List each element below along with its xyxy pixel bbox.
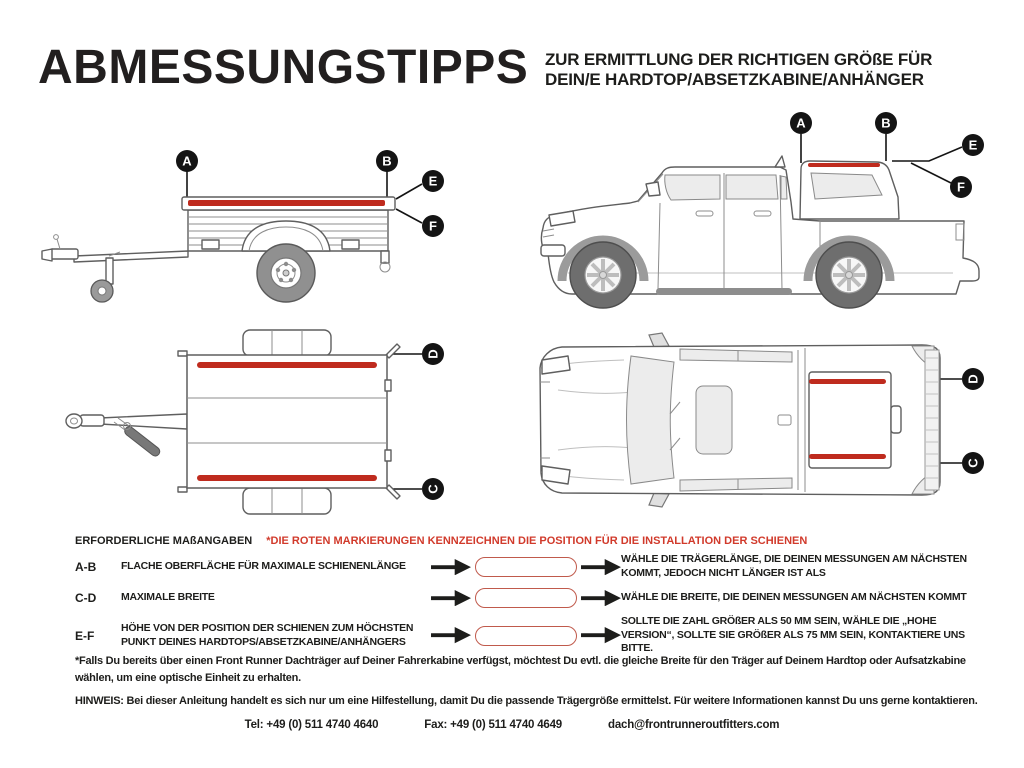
subtitle-line-2: DEIN/E HARDTOP/ABSETZKABINE/ANHÄNGER: [545, 70, 924, 90]
page-title: ABMESSUNGSTIPPS: [38, 41, 529, 94]
svg-text:C: C: [425, 484, 441, 494]
truck-side-diagram: [528, 103, 1003, 318]
svg-text:C: C: [965, 458, 981, 468]
page-subtitle: [545, 50, 975, 91]
requirements-heading: ERFORDERLICHE MAßANGABEN: [75, 535, 253, 547]
svg-text:B: B: [881, 115, 891, 131]
marker-f: [422, 215, 444, 237]
hinweis-note: HINWEIS: Bei dieser Anleitung handelt es sich nur um eine Hilfestellung, damit Du die passende Trägergröße ermittelst. Für weitere Informationen kannst Du uns gerne kontaktieren.: [75, 695, 978, 707]
marker-c: [422, 478, 444, 500]
contact-email[interactable]: dach@frontrunneroutfitters.com: [608, 719, 780, 731]
marker-c: [962, 452, 984, 474]
marker-e: [962, 134, 984, 156]
contact-fax: Fax: +49 (0) 511 4740 4649: [424, 719, 562, 731]
svg-text:D: D: [965, 374, 981, 384]
measurement-input-cd[interactable]: [475, 588, 577, 608]
row-key: C-D: [75, 590, 97, 605]
measurement-row-cd: [75, 588, 995, 608]
svg-text:A: A: [182, 153, 192, 169]
marker-b: [875, 112, 897, 134]
requirements-header: [75, 535, 807, 547]
truck-top-diagram: [528, 330, 1003, 535]
row-label: MAXIMALE BREITE: [121, 590, 215, 603]
arrow-right-icon: [431, 627, 471, 643]
marker-d: [422, 343, 444, 365]
measurement-row-ef: [75, 615, 995, 657]
trailer-top-diagram: [30, 322, 475, 534]
svg-text:F: F: [957, 179, 965, 195]
svg-text:E: E: [968, 137, 978, 153]
measurement-input-ef[interactable]: [475, 626, 577, 646]
arrow-right-icon: [581, 559, 621, 575]
rear-wheel: [816, 242, 882, 308]
marker-a: [176, 150, 198, 172]
svg-text:A: A: [796, 115, 806, 131]
asterisk-footnote: *Falls Du bereits über einen Front Runner Dachträger auf Deiner Fahrerkabine verfügst, möchtest Du evtl. die gleiche Breite für den Träger auf Deinem Hardtop oder Aufsatzkabine wählen, um eine optische Einheit zu erhalten.: [75, 655, 966, 684]
front-wheel: [570, 242, 636, 308]
subtitle-line-1: ZUR ERMITTLUNG DER RICHTIGEN GRÖßE FÜR: [545, 50, 933, 69]
arrow-right-icon: [431, 590, 471, 606]
svg-text:F: F: [429, 218, 437, 234]
marker-d: [962, 368, 984, 390]
measurement-input-ab[interactable]: [475, 557, 577, 577]
marker-b: [376, 150, 398, 172]
arrow-right-icon: [581, 627, 621, 643]
measurement-rows: [75, 553, 995, 663]
marker-a: [790, 112, 812, 134]
row-result: SOLLTE DIE ZAHL GRÖßER ALS 50 MM SEIN, WÄHLE DIE „HOHE VERSION“, SOLLTE SIE GRÖßER ALS 75 MM SEIN, KONTAKTIERE UNS BITTE.: [621, 614, 965, 655]
row-result: WÄHLE DIE BREITE, DIE DEINEN MESSUNGEN AM NÄCHSTEN KOMMT: [621, 590, 967, 603]
row-key: E-F: [75, 628, 95, 643]
svg-text:E: E: [428, 173, 438, 189]
contact-line: [0, 719, 1024, 731]
trailer-side-diagram: [30, 110, 475, 315]
row-key: A-B: [75, 559, 97, 574]
marker-e: [422, 170, 444, 192]
red-markings-note: *DIE ROTEN MARKIERUNGEN KENNZEICHNEN DIE POSITION FÜR DIE INSTALLATION DER SCHIENEN: [266, 535, 808, 547]
svg-text:D: D: [425, 349, 441, 359]
measurement-row-ab: [75, 553, 995, 581]
row-label: FLACHE OBERFLÄCHE FÜR MAXIMALE SCHIENENLÄNGE: [121, 560, 406, 573]
row-label: HÖHE VON DER POSITION DER SCHIENEN ZUM HÖCHSTEN PUNKT DEINES HARDTOPS/ABSETZKABINE/ANHÄNGERS: [121, 621, 414, 648]
row-result: WÄHLE DIE TRÄGERLÄNGE, DIE DEINEN MESSUNGEN AM NÄCHSTEN KOMMT, JEDOCH NICHT LÄNGER IST ALS: [621, 553, 967, 579]
arrow-right-icon: [431, 559, 471, 575]
arrow-right-icon: [581, 590, 621, 606]
marker-f: [950, 176, 972, 198]
contact-tel: Tel: +49 (0) 511 4740 4640: [244, 719, 379, 731]
svg-text:B: B: [382, 153, 392, 169]
